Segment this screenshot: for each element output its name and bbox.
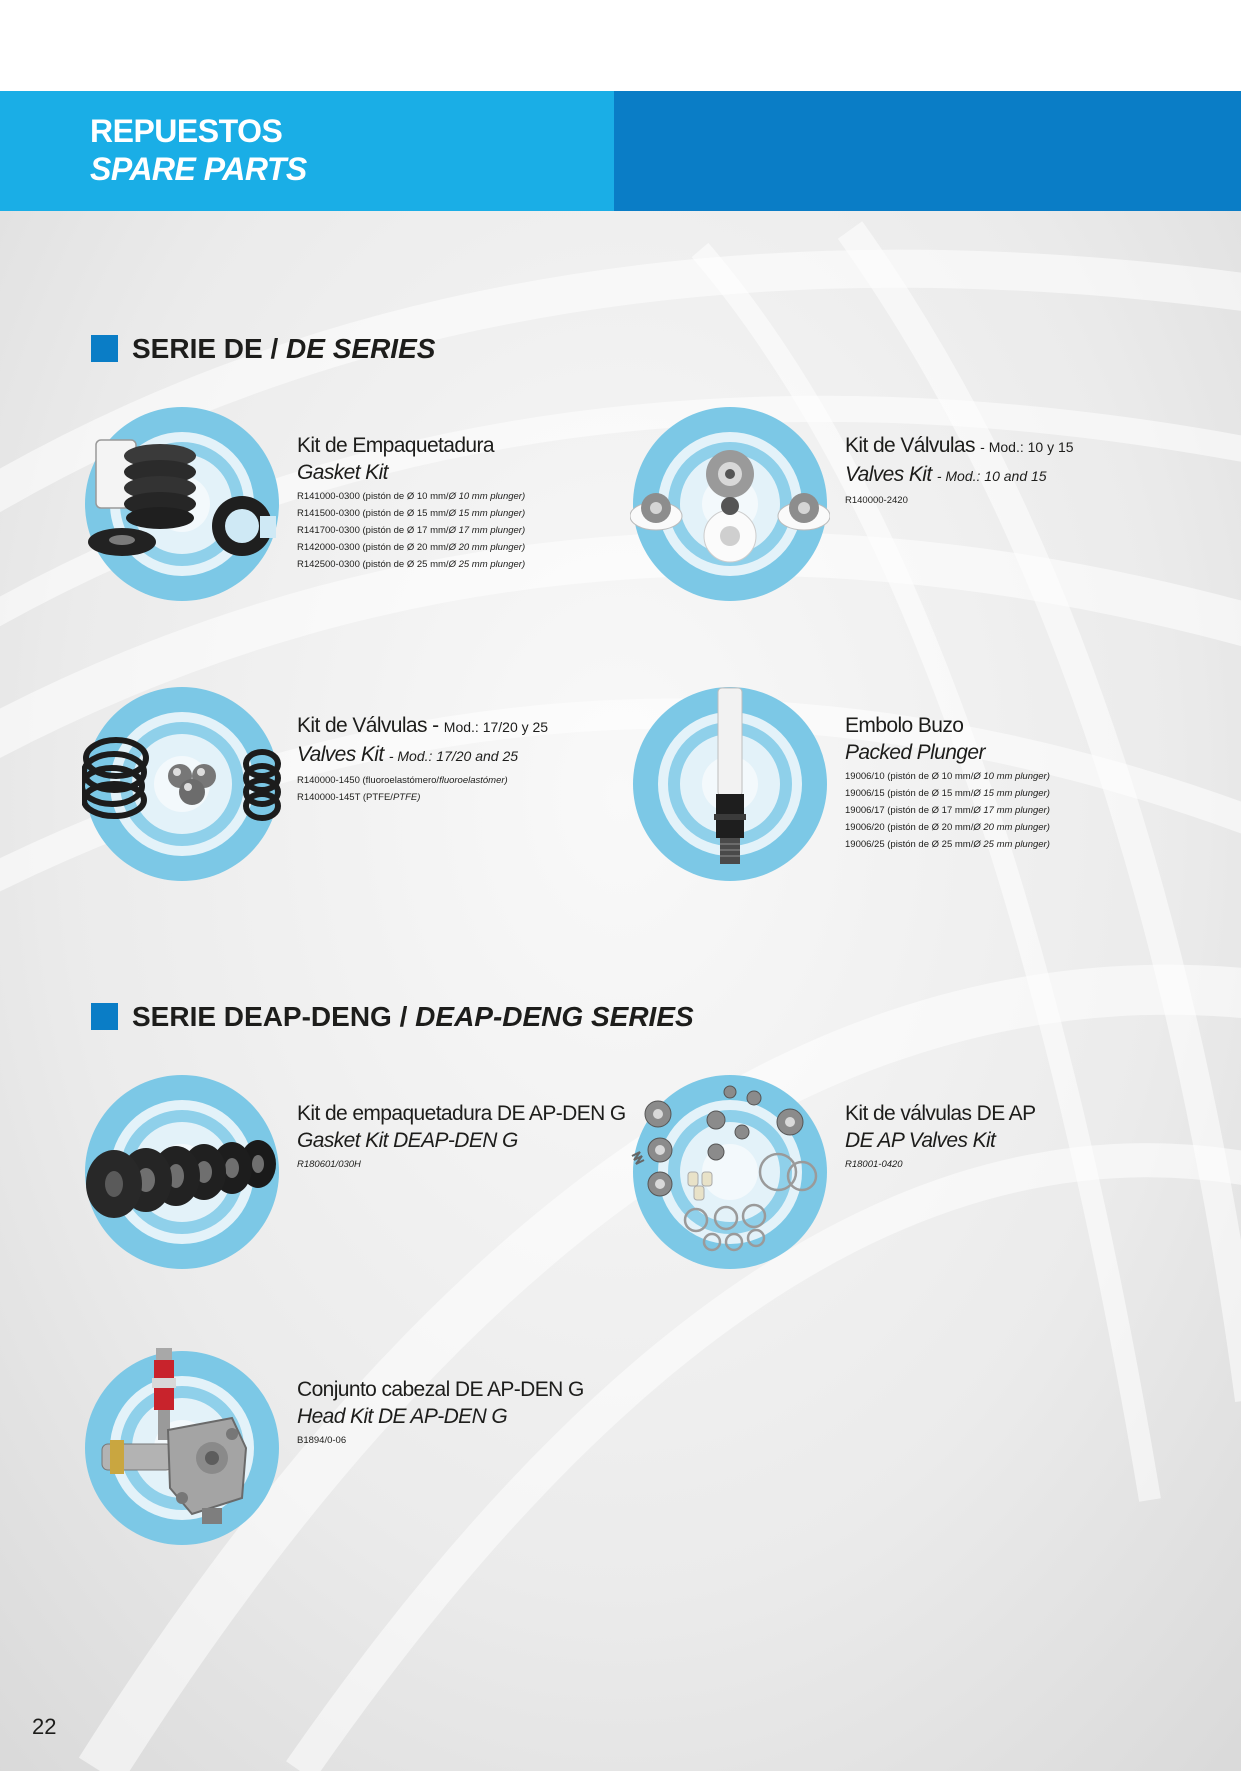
product-valves-kit-10-15 xyxy=(630,404,1190,614)
product-text xyxy=(297,432,627,573)
product-name-es: Kit de Empaquetadura xyxy=(297,434,494,457)
product-gasket-kit xyxy=(82,404,632,614)
part-code-list xyxy=(845,1156,1175,1173)
product-text xyxy=(845,712,1175,853)
part-code: R141500-0300 (pistón de Ø 15 mm/Ø 15 mm plunger) xyxy=(297,508,526,519)
product-text xyxy=(297,1100,627,1173)
product-name-en: Packed Plunger xyxy=(845,741,985,764)
product-name-en: Gasket Kit DEAP-DEN G xyxy=(297,1129,518,1152)
part-code-list xyxy=(297,488,627,573)
part-code: R140000-145T (PTFE/PTFE) xyxy=(297,792,421,803)
gasket-stack-icon xyxy=(82,1072,282,1272)
product-valves-kit-17-20-25 xyxy=(82,684,632,894)
product-name-en: Head Kit DE AP-DEN G xyxy=(297,1405,508,1428)
product-name-en: Gasket Kit xyxy=(297,461,388,484)
product-name-es: Embolo Buzo xyxy=(845,714,964,737)
header-left-panel xyxy=(0,91,614,211)
part-code: 19006/25 (pistón de Ø 25 mm/Ø 25 mm plunger) xyxy=(845,839,1050,850)
part-code: R141700-0300 (pistón de Ø 17 mm/Ø 17 mm plunger) xyxy=(297,525,526,536)
section-square-icon xyxy=(91,1003,118,1030)
part-code: R180601/030H xyxy=(297,1159,361,1170)
product-text xyxy=(845,432,1175,509)
header-title-en: SPARE PARTS xyxy=(90,151,307,187)
product-name-es: Kit de Válvulas - Mod.: 10 y 15 xyxy=(845,434,1074,457)
product-name-en: DE AP Valves Kit xyxy=(845,1129,996,1152)
part-code: 19006/15 (pistón de Ø 15 mm/Ø 15 mm plunger) xyxy=(845,788,1050,799)
part-code: R141000-0300 (pistón de Ø 10 mm/Ø 10 mm plunger) xyxy=(297,491,526,502)
product-text xyxy=(845,1100,1175,1173)
product-text xyxy=(297,712,627,806)
part-code-list xyxy=(845,492,1175,509)
part-code-list xyxy=(845,768,1175,853)
gasket-rings-icon xyxy=(82,404,282,604)
product-name-es: Kit de Válvulas - Mod.: 17/20 y 25 xyxy=(297,714,549,737)
product-gasket-kit-deap-deng xyxy=(82,1072,642,1282)
header-title-es: REPUESTOS xyxy=(90,113,283,149)
product-name-es: Conjunto cabezal DE AP-DEN G xyxy=(297,1378,584,1401)
product-name-es: Kit de empaquetadura DE AP-DEN G xyxy=(297,1102,626,1125)
page-number: 22 xyxy=(32,1714,57,1739)
product-text xyxy=(297,1376,627,1449)
pump-head-icon xyxy=(82,1348,282,1548)
product-name-en: Valves Kit - Mod.: 10 and 15 xyxy=(845,463,1047,486)
part-code: 19006/20 (pistón de Ø 20 mm/Ø 20 mm plunger) xyxy=(845,822,1050,833)
product-name-es: Kit de válvulas DE AP xyxy=(845,1102,1036,1125)
part-code: R18001-0420 xyxy=(845,1159,903,1170)
o-rings-balls-icon xyxy=(82,684,282,884)
product-head-kit xyxy=(82,1348,642,1558)
section-title: SERIE DEAP-DENG / DEAP-DENG SERIES xyxy=(132,1001,694,1032)
valve-seats-icon xyxy=(630,404,830,604)
part-code: B1894/0-06 xyxy=(297,1435,347,1446)
plunger-icon xyxy=(630,684,830,884)
part-code-list xyxy=(297,772,627,806)
part-code-list xyxy=(297,1432,627,1449)
part-code: R142000-0300 (pistón de Ø 20 mm/Ø 20 mm plunger) xyxy=(297,542,526,553)
part-code: R140000-2420 xyxy=(845,495,908,506)
product-packed-plunger xyxy=(630,684,1190,894)
part-code: R142500-0300 (pistón de Ø 25 mm/Ø 25 mm plunger) xyxy=(297,559,526,570)
product-deap-valves-kit xyxy=(630,1072,1190,1282)
product-name-en: Valves Kit - Mod.: 17/20 and 25 xyxy=(297,743,519,766)
valve-parts-icon xyxy=(630,1072,830,1272)
header-band xyxy=(0,91,1241,211)
part-code: 19006/10 (pistón de Ø 10 mm/Ø 10 mm plunger) xyxy=(845,771,1050,782)
part-code: 19006/17 (pistón de Ø 17 mm/Ø 17 mm plunger) xyxy=(845,805,1050,816)
section-title: SERIE DE / DE SERIES xyxy=(132,333,436,364)
part-code-list xyxy=(297,1156,627,1173)
part-code: R140000-1450 (fluoroelastómero/fluoroelastómer) xyxy=(297,775,508,786)
header-right-panel xyxy=(614,91,1241,211)
section-square-icon xyxy=(91,335,118,362)
